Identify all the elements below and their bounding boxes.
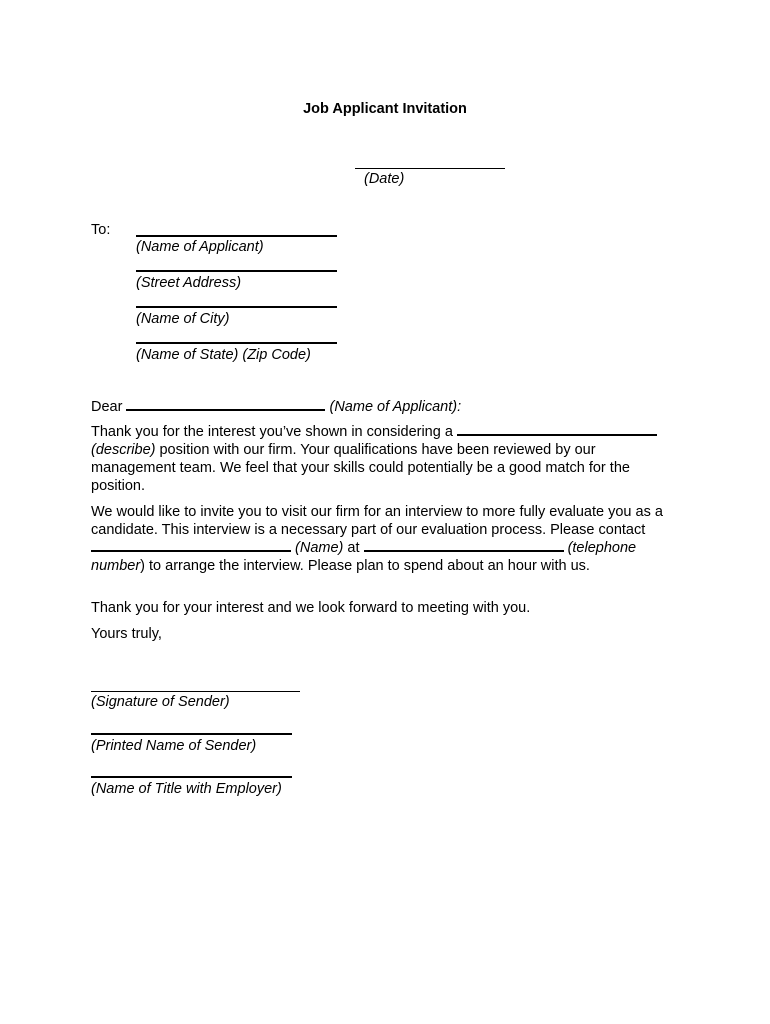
applicant-name-label: (Name of Applicant) [136,239,264,255]
date-line[interactable] [355,168,505,169]
state-zip-line[interactable] [136,342,337,344]
closing-text: Yours truly, [91,626,162,642]
date-label: (Date) [364,171,405,187]
employer-title-label: (Name of Title with Employer) [91,781,282,797]
city-label: (Name of City) [136,311,230,327]
telephone-label: (telephone number [91,540,637,574]
salutation-name-blank[interactable] [126,398,325,411]
signature-line[interactable] [91,691,300,692]
signature-label: (Signature of Sender) [91,694,230,710]
dear-text: Dear [91,399,123,415]
para2-text-a: We would like to invite you to visit our firm for an interview to more fully evaluate you as a candidate. This interview is a necessary part of our evaluation process. Please contact [91,504,663,538]
city-line[interactable] [136,306,337,308]
telephone-blank[interactable] [364,539,564,552]
at-text: at [347,540,360,556]
contact-name-blank[interactable] [91,539,291,552]
printed-name-label: (Printed Name of Sender) [91,738,257,754]
describe-label: (describe) [91,442,156,458]
salutation [91,398,461,415]
paragraph-thanks: Thank you for your interest and we look forward to meeting with you. [91,600,531,616]
street-address-label: (Street Address) [136,275,242,291]
letter-title: Job Applicant Invitation [303,101,467,117]
paragraph-invite [91,503,681,575]
salutation-name-label: (Name of Applicant): [329,399,462,415]
state-zip-label: (Name of State) (Zip Code) [136,347,311,363]
printed-name-line[interactable] [91,733,292,735]
contact-name-label: (Name) [295,540,344,556]
para1-text-b: position with our firm. Your qualifications have been reviewed by our management team. We feel that your skills could potentially be a good match for the position. [91,442,630,494]
applicant-name-line[interactable] [136,235,337,237]
paragraph-interest [91,423,681,495]
employer-title-line[interactable] [91,776,292,778]
para1-text-a: Thank you for the interest you’ve shown in considering a [91,424,453,440]
position-blank[interactable] [457,423,657,436]
to-label: To: [91,222,111,238]
street-address-line[interactable] [136,270,337,272]
para2-text-b: ) to arrange the interview. Please plan to spend about an hour with us. [140,558,590,574]
